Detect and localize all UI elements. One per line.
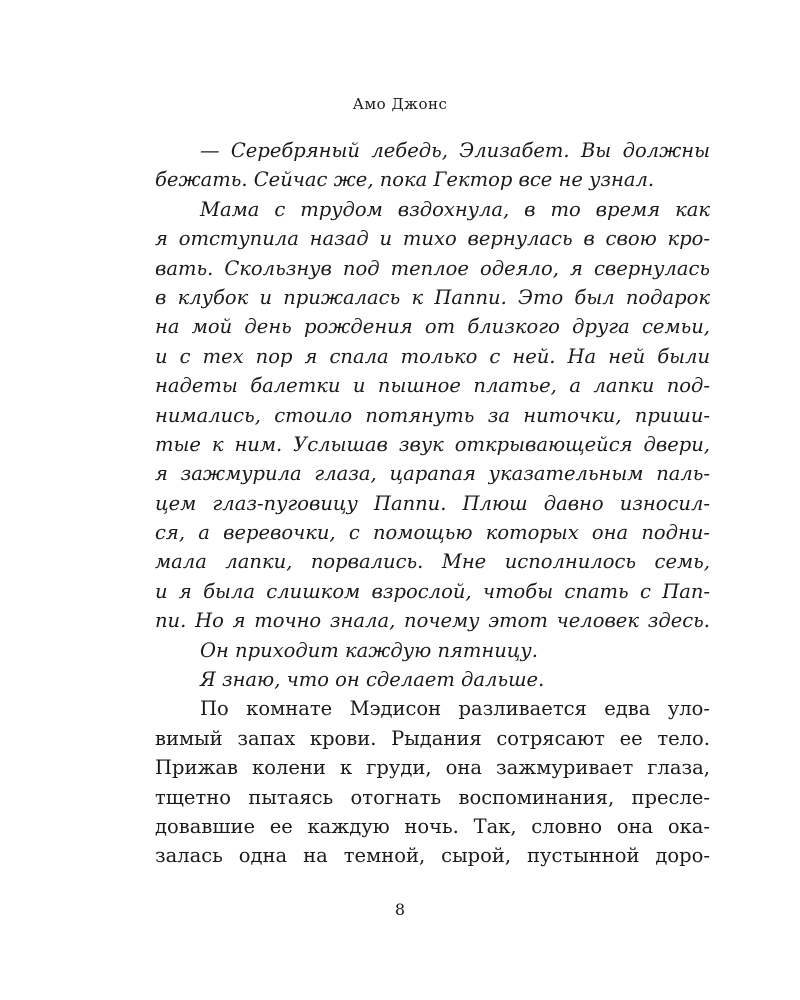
running-head-author: Амо Джонс [352,95,448,113]
text-line: пи. Но я точно знала, почему этот человек здесь. [155,609,710,633]
text-line: бежать. Сейчас же, пока Гектор все не узнал. [155,168,655,192]
text-line: на мой день рождения от близкого друга семьи, [155,315,710,339]
text-line: Я знаю, что он сделает дальше. [200,668,545,692]
text-line: тщетно пытаясь отогнать воспоминания, пресле- [155,785,710,809]
page-number: 8 [394,900,406,919]
text-line: тые к ним. Услышав звук открывающейся двери, [155,432,710,456]
text-line: я зажмурила глаза, царапая указательным паль- [155,462,710,486]
text-line: вать. Скользнув под теплое одеяло, я свернулась [155,256,710,280]
text-line: вимый запах крови. Рыдания сотрясают ее тело. [155,726,710,750]
text-line: довавшие ее каждую ночь. Так, словно она ока- [155,814,710,838]
text-line: — Серебряный лебедь, Элизабет. Вы должны [200,139,710,162]
text-line: Мама с трудом вздохнула, в то время как [200,197,710,221]
text-line: залась одна на темной, сырой, пустынной доро- [155,844,710,868]
text-line: нимались, стоило потянуть за ниточки, приши- [155,403,710,427]
text-line: в клубок и прижалась к Паппи. Это был подарок [155,285,710,309]
text-line: надеты балетки и пышное платье, а лапки под- [155,374,710,398]
text-line: и с тех пор я спала только с ней. На ней были [155,344,710,368]
text-line: и я была слишком взрослой, чтобы спать с Пап- [155,579,710,603]
text-line: цем глаз-пуговицу Паппи. Плюш давно износил- [155,491,710,515]
text-line: Он приходит каждую пятницу. [200,638,538,662]
text-line: По комнате Мэдисон разливается едва уло- [200,697,710,721]
text-line: ся, а веревочки, с помощью которых она подни- [155,521,710,545]
text-line: я отступила назад и тихо вернулась в свою кро- [155,227,710,251]
body-text [155,136,710,871]
text-line: мала лапки, порвались. Мне исполнилось семь, [155,550,710,574]
text-line: Прижав колени к груди, она зажмуривает глаза, [155,756,710,780]
